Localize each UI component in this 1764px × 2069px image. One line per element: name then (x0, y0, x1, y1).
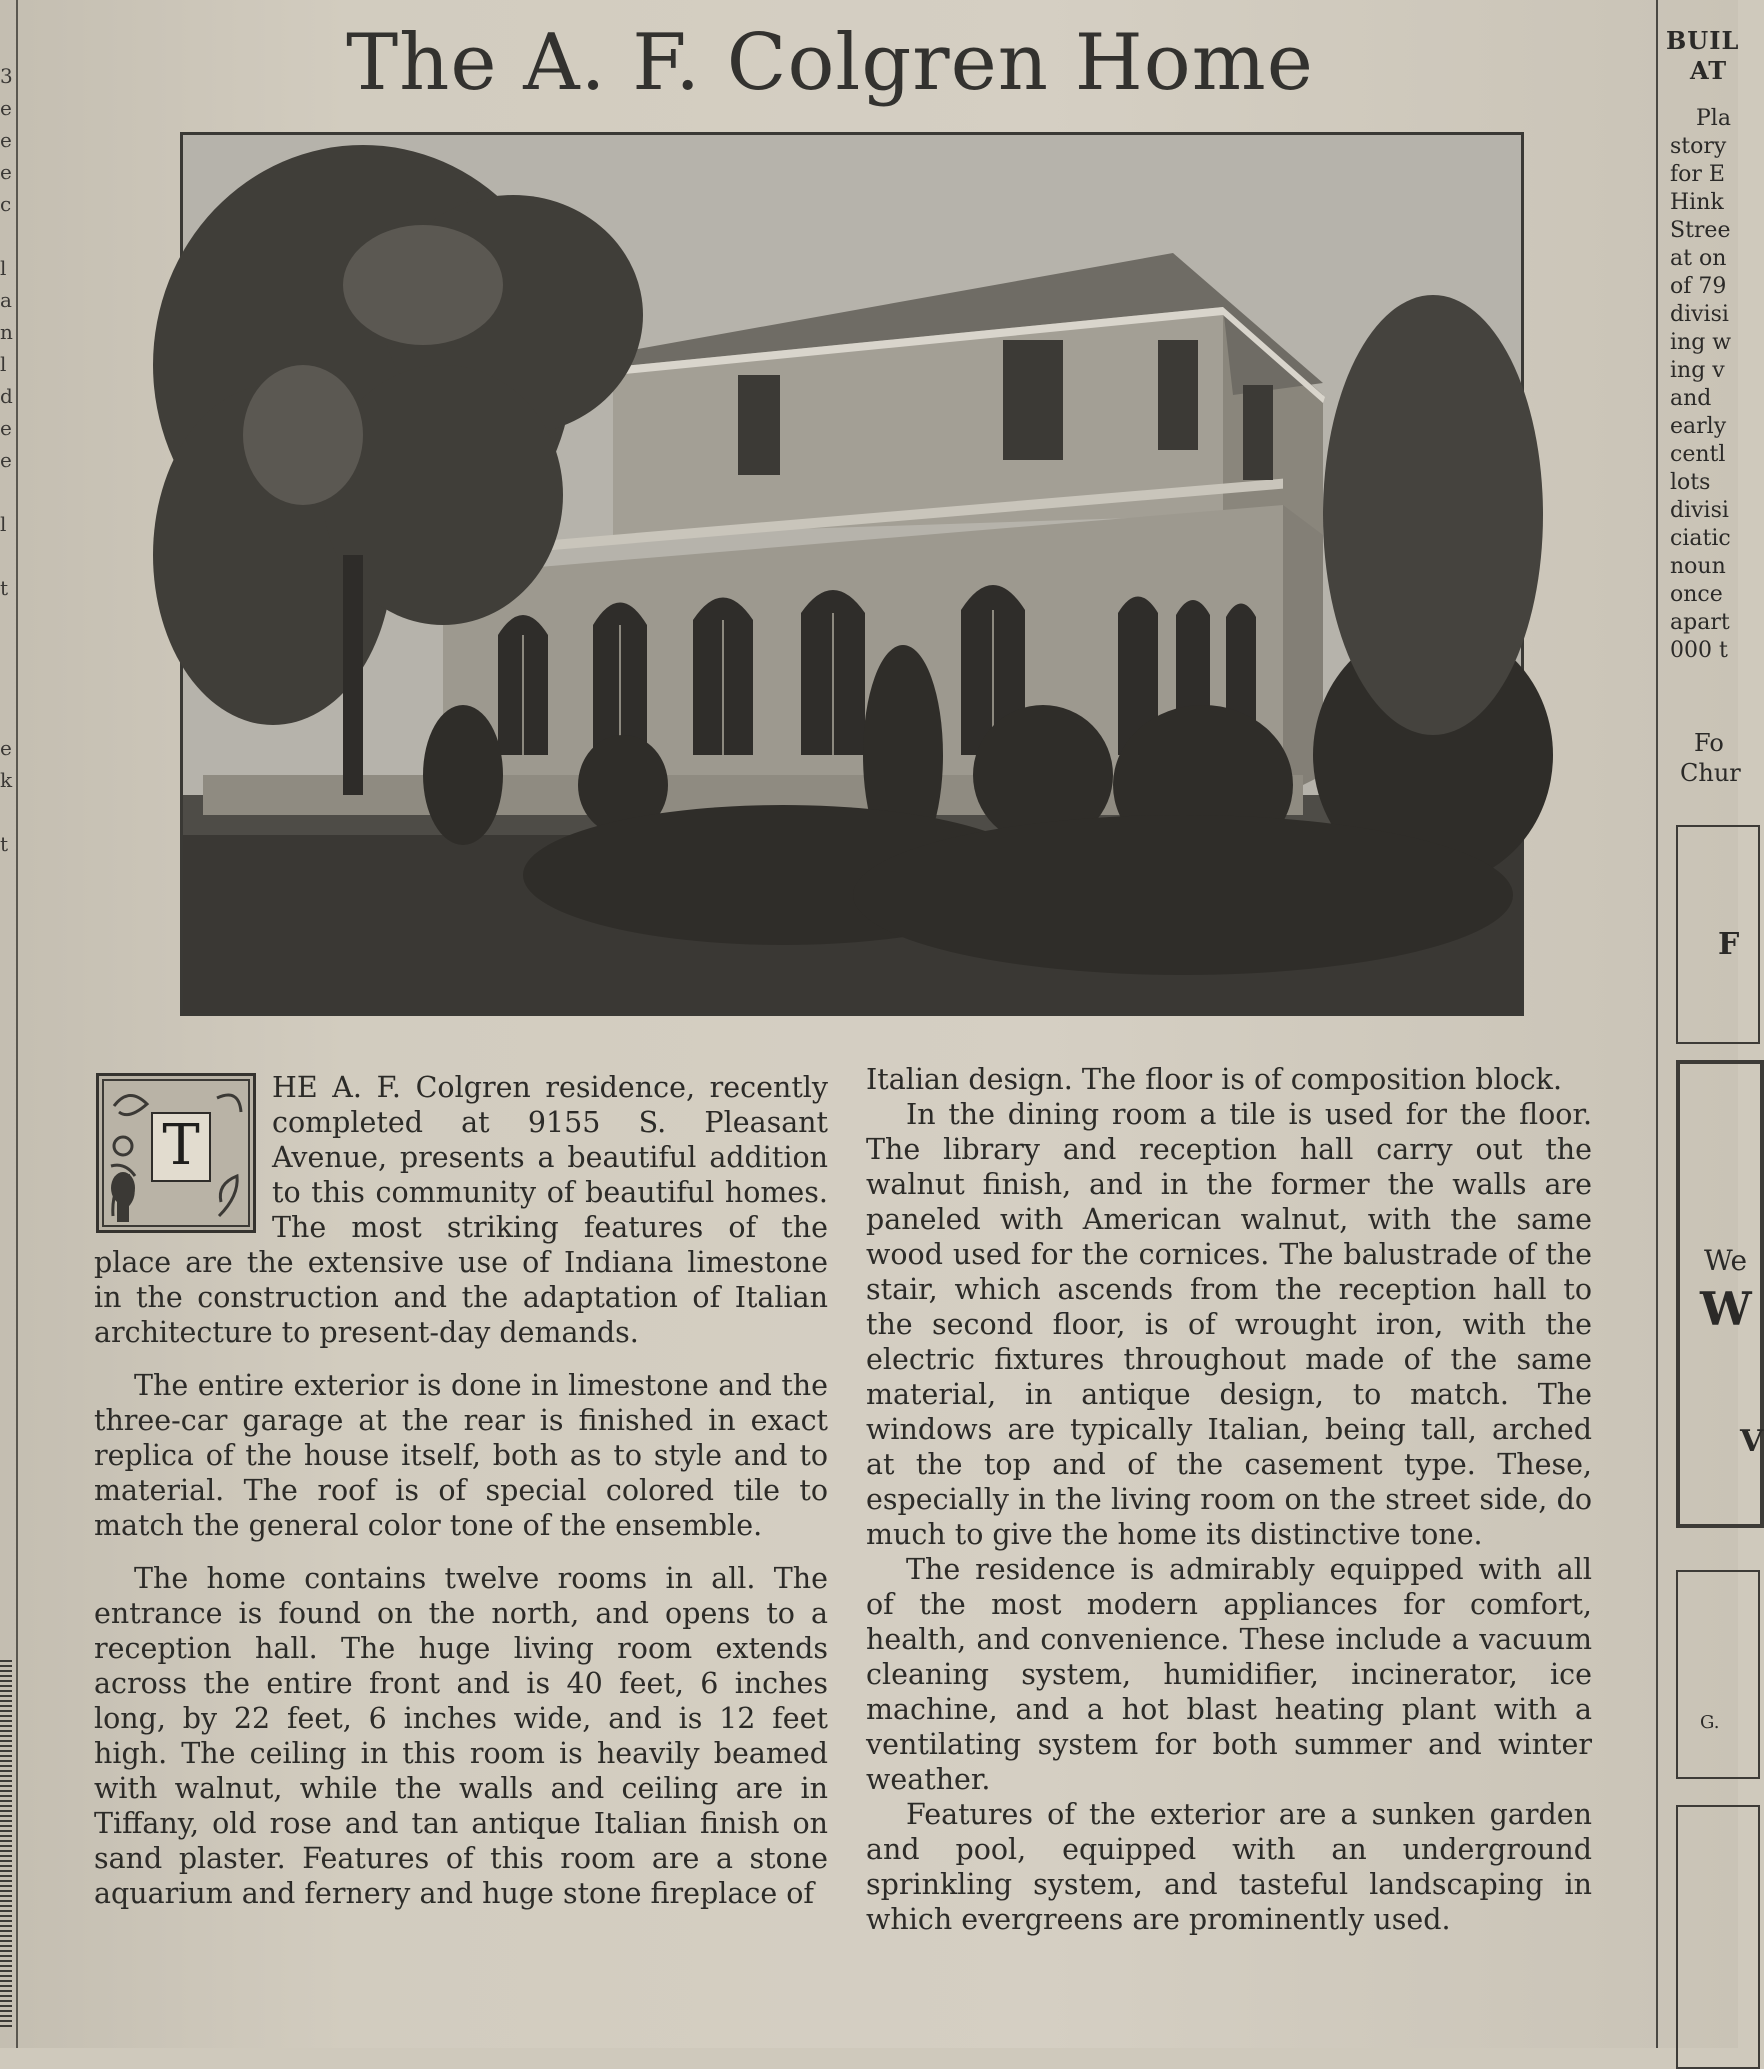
column-2-paragraph-4: Features of the exterior are a sunken garden and pool, equipped with an underground sprinkling system, and tasteful landscaping in which evergreens are prominently used. (866, 1798, 1592, 1936)
left-column-rule (16, 0, 18, 2048)
right-fragment-line: ing v (1670, 358, 1725, 383)
right-fragment-ad-box-4 (1676, 1805, 1760, 2069)
right-fragment-line: Hink (1670, 190, 1724, 215)
left-fragment-char: e (0, 448, 12, 472)
right-fragment-line: apart (1670, 610, 1730, 635)
right-fragment-line: ciatic (1670, 526, 1731, 551)
left-fragment-char: l (0, 256, 7, 280)
left-column-fragment (0, 60, 14, 860)
right-fragment-line: story (1670, 134, 1727, 159)
right-fragment-line: once (1670, 582, 1723, 607)
left-fragment-char: k (0, 768, 13, 792)
right-fragment-line: ing w (1670, 330, 1732, 355)
left-fragment-char: e (0, 160, 12, 184)
left-fragment-char (0, 636, 14, 668)
article-title: The A. F. Colgren Home (346, 18, 1314, 108)
left-fragment-char (0, 700, 14, 732)
right-fragment-heading-line: AT (1690, 56, 1728, 85)
article-column-1 (94, 1070, 828, 1929)
right-fragment-line: lots (1670, 470, 1711, 495)
right-fragment-subline: Fo (1694, 729, 1724, 757)
house-photo-illustration (183, 135, 1521, 1013)
left-fragment-char: 3 (0, 64, 13, 88)
right-fragment-line: divisi (1670, 302, 1729, 327)
left-fragment-char: l (0, 352, 7, 376)
left-fragment-char: a (0, 288, 12, 312)
left-fragment-char: e (0, 96, 12, 120)
right-fragment-line: Stree (1670, 218, 1731, 243)
ad-box-1-text: F (1718, 927, 1740, 962)
right-fragment-line: of 79 (1670, 274, 1727, 299)
column-2-paragraph-2: In the dining room a tile is used for the floor. The library and reception hall carry out the walnut finish, and in the former the walls are paneled with American walnut, with the same wood used for the cornices. The balustrade of the stair, which ascends from the reception hall to the second floor, is of wrought iron, with the electric fixtures throughout made of the same material, in antique design, to match. The windows are typically Italian, being tall, arched at the top and of the casement type. These, especially in the living room on the street side, do much to give the home its distinctive tone. (866, 1098, 1592, 1551)
column-1-paragraph-2: The entire exterior is done in limestone and the three-car garage at the rear is finished in exact replica of the house itself, both as to style and to material. The roof is of special colored tile to match the general color tone of the ensemble. (94, 1369, 828, 1542)
left-fragment-char (0, 540, 14, 572)
ad-box-2-text-bottom: V (1740, 1424, 1764, 1459)
column-1-paragraph-1: HE A. F. Colgren residence, recently completed at 9155 S. Pleasant Avenue, presents a beautiful addition to this community of beautiful homes. The most striking features of the place are the extensive use of Indiana limestone in the construction and the adaptation of Italian architecture to present-day demands. (94, 1071, 828, 1349)
ornamental-drop-cap (96, 1073, 256, 1233)
left-fragment-char: e (0, 736, 12, 760)
left-fragment-char: t (0, 576, 9, 600)
left-fragment-char (0, 604, 14, 636)
right-fragment-line: noun (1670, 554, 1726, 579)
ad-box-2-text-large: W (1700, 1282, 1752, 1336)
ad-box-2-text-small: We (1704, 1244, 1748, 1277)
right-fragment-heading-line: BUIL (1666, 26, 1740, 55)
right-fragment-ad-box-2 (1676, 1060, 1764, 1528)
left-fragment-char: n (0, 320, 13, 344)
right-fragment-ad-box-1 (1676, 825, 1760, 1044)
left-fragment-char: l (0, 512, 7, 536)
right-fragment-line: at on (1670, 246, 1727, 271)
left-fragment-char: e (0, 416, 12, 440)
left-fragment-char: d (0, 384, 13, 408)
right-column-fragment (1660, 10, 1764, 2048)
right-fragment-line: centl (1670, 442, 1726, 467)
left-fragment-char: e (0, 128, 12, 152)
right-fragment-line: divisi (1670, 498, 1729, 523)
right-fragment-heading (1666, 26, 1739, 86)
article-column-2 (866, 1062, 1592, 1937)
right-fragment-line: for E (1670, 162, 1725, 187)
right-fragment-line: early (1670, 414, 1727, 439)
edge-barcode-strip (0, 1660, 12, 2030)
left-fragment-char (0, 668, 14, 700)
right-fragment-text (1670, 105, 1731, 665)
left-fragment-char (0, 796, 14, 828)
column-1-paragraph-3: The home contains twelve rooms in all. The entrance is found on the north, and opens to a reception hall. The huge living room extends across the entire front and is 40 feet, 6 inches long, by 22 feet, 6 inches wide, and is 12 feet high. The ceiling in this room is heavily beamed with walnut, while the walls and ceiling are in Tiffany, old rose and tan antique Italian finish on sand plaster. Features of this room are a stone aquarium and fernery and huge stone fireplace of (94, 1562, 828, 1910)
column-2-paragraph-1: Italian design. The floor is of composition block. (866, 1063, 1563, 1096)
drop-cap-letter: T (151, 1112, 211, 1182)
left-fragment-char (0, 220, 14, 252)
right-fragment-ad-box-3 (1676, 1570, 1760, 1779)
right-fragment-line: and (1670, 386, 1712, 411)
right-fragment-subline: Chur (1680, 759, 1741, 787)
right-fragment-line: Pla (1696, 106, 1731, 131)
column-2-paragraph-3: The residence is admirably equipped with all of the most modern appliances for comfort, health, and convenience. These include a vacuum cleaning system, humidifier, incinerator, ice machine, and a hot blast heating plant with a ventilating system for both summer and winter weather. (866, 1553, 1592, 1796)
right-fragment-subtext (1680, 728, 1741, 788)
left-fragment-char (0, 476, 14, 508)
right-column-rule (1656, 0, 1658, 2048)
right-fragment-line: 000 t (1670, 638, 1728, 663)
ad-box-3-text: G. (1700, 1712, 1720, 1733)
left-fragment-char: c (0, 192, 12, 216)
left-fragment-char: t (0, 832, 9, 856)
house-photograph (180, 132, 1524, 1016)
